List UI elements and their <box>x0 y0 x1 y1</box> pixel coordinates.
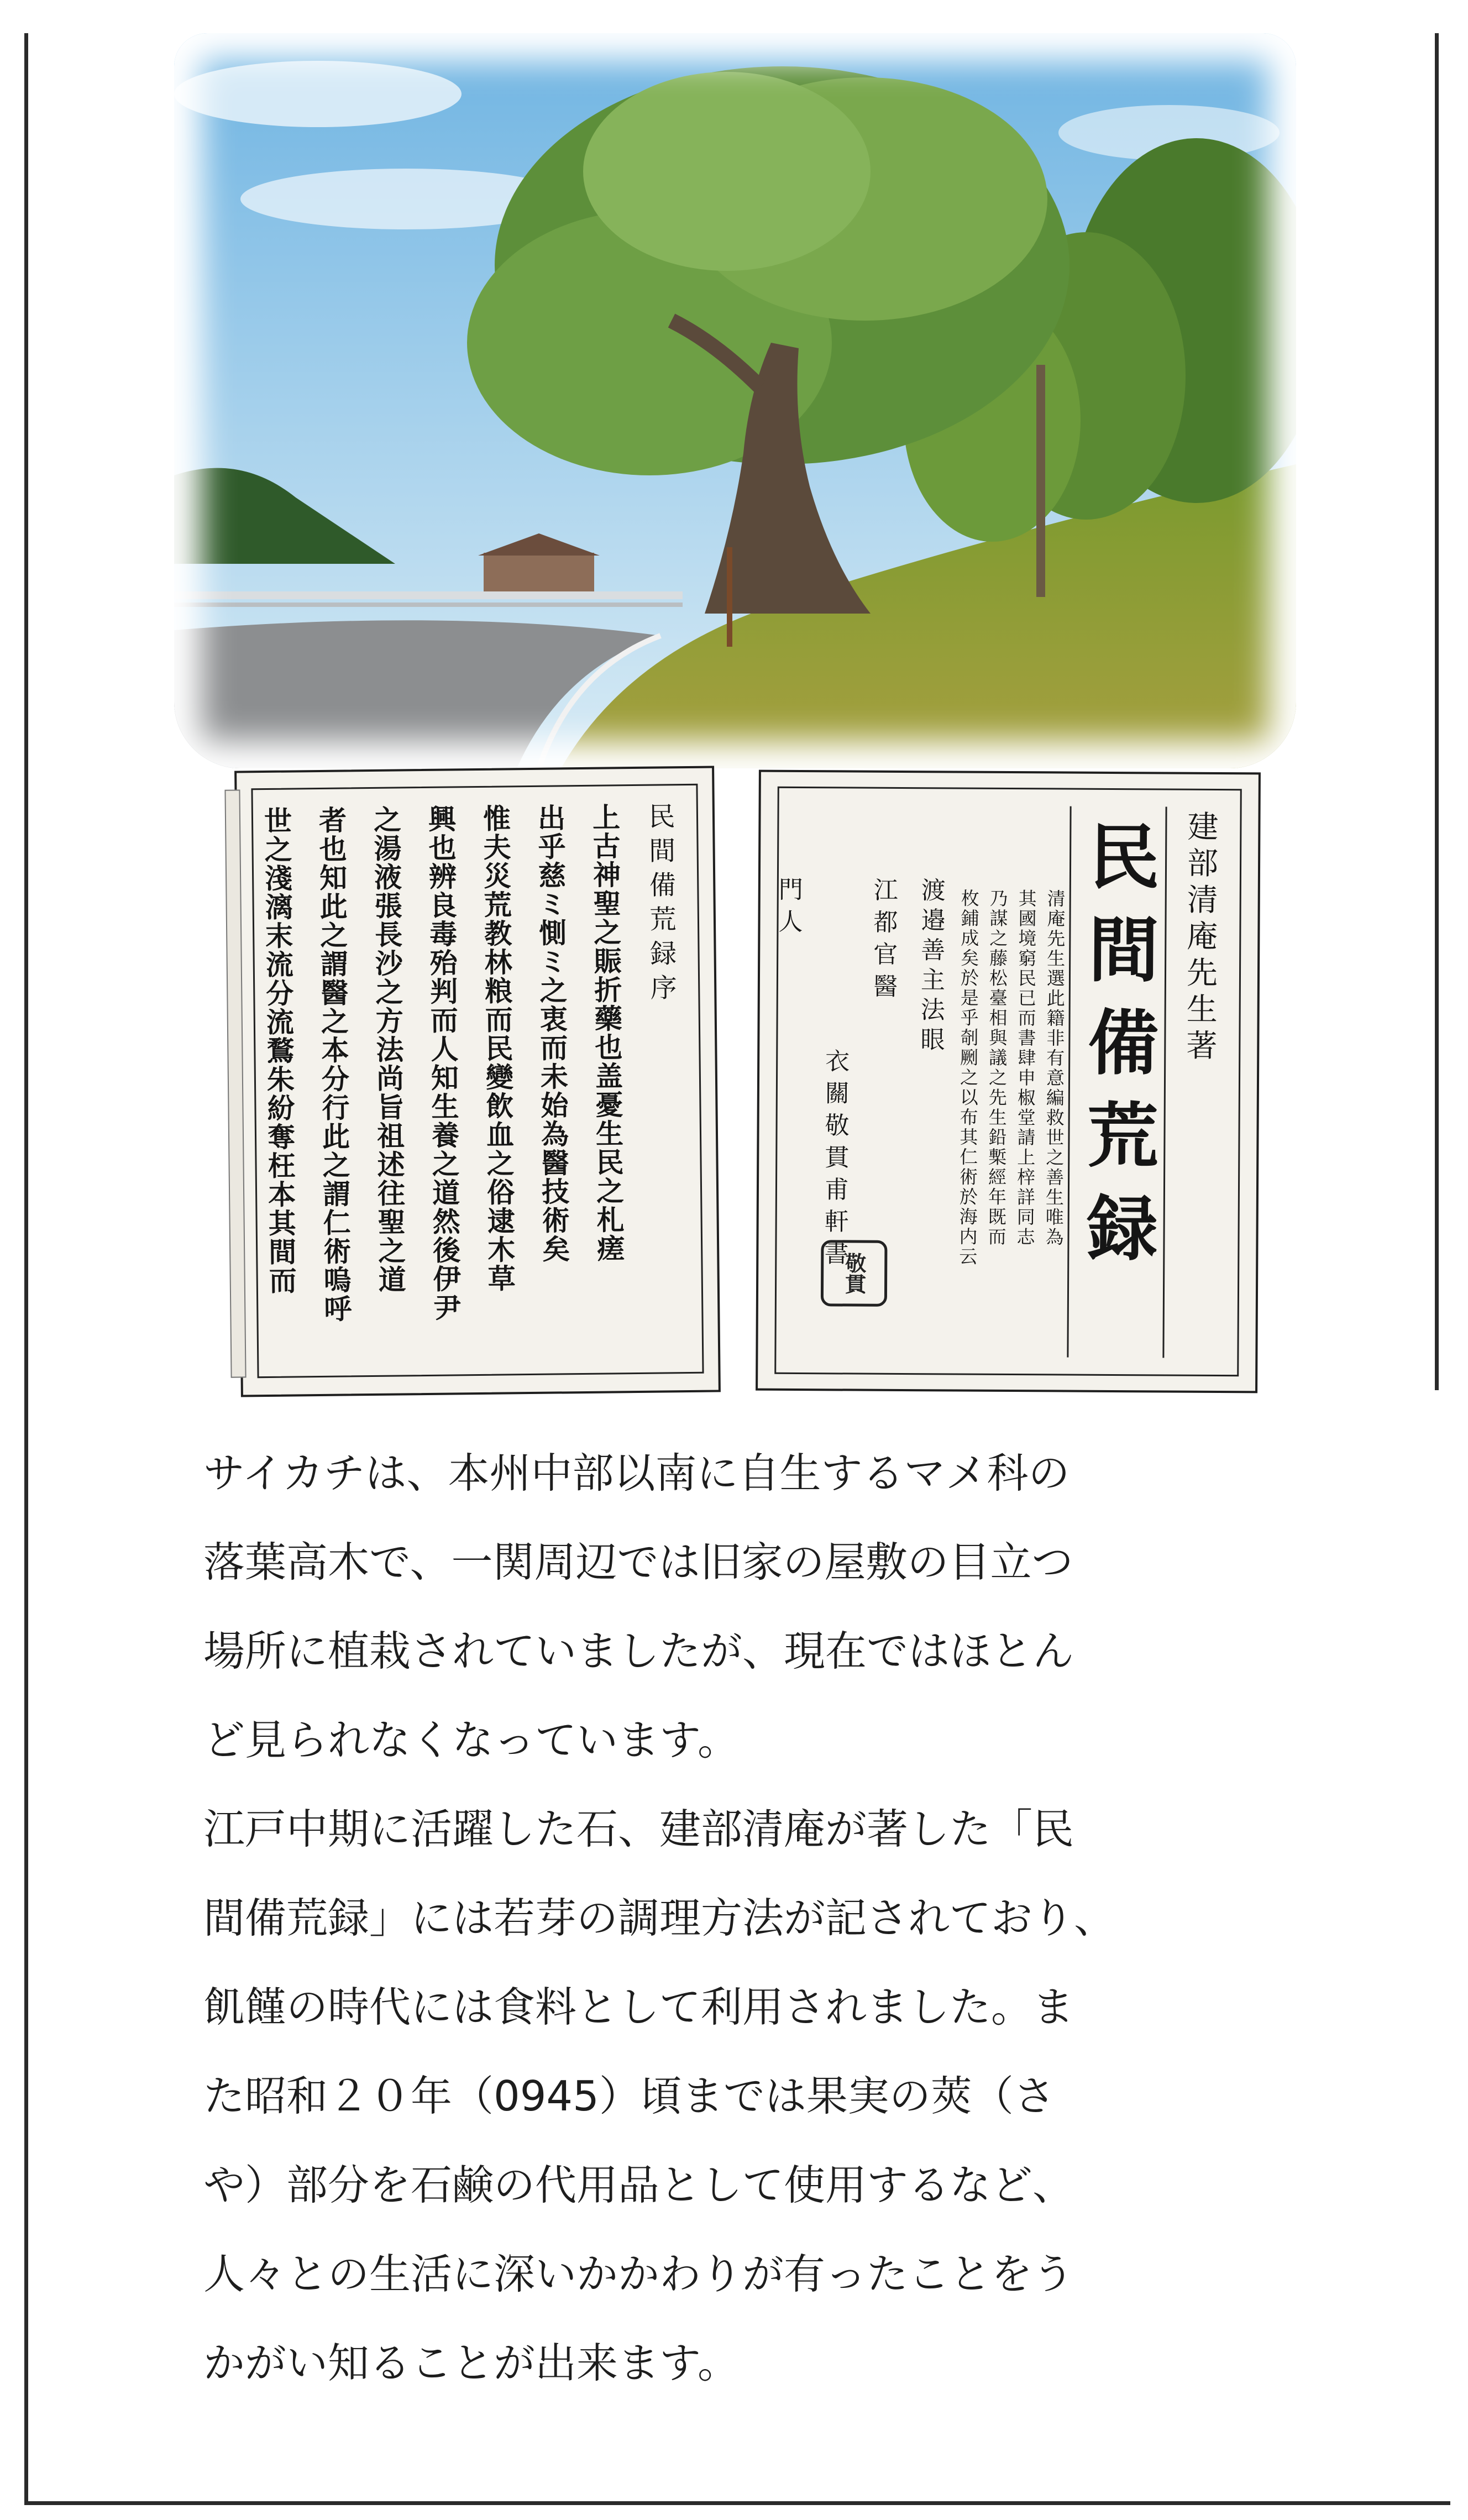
paragraph: サイカチは、本州中部以南に自生するマメ科の 落葉高木で、一関周辺では旧家の屋敷の目立つ 場所に植栽されていましたが、現在ではほとん ど見られなくなっています。 <box>203 1449 1074 1764</box>
frame-left-border <box>24 33 28 2504</box>
preface-column: 興也辨良毒殆判而人知生養之道然後伊尹 <box>423 804 462 1322</box>
preface-column: 之湯液張長沙之方法尚旨祖述往聖之道 <box>369 805 407 1294</box>
frame-bottom-border <box>24 2501 1450 2505</box>
book-author: 建部清庵先生著 <box>1181 810 1219 1066</box>
seal-text: 敬貫 <box>841 1252 867 1295</box>
disciple-names: 衣關敬貫甫軒書 <box>820 1048 850 1273</box>
disciple-label: 門人 <box>774 876 803 941</box>
preface-column: 惟夫災荒教林粮而民變飲血之俗逮木草 <box>478 804 517 1293</box>
title-page-note: 其國境窮民已而書肆申椒堂請上梓詳同志 <box>1014 889 1037 1248</box>
preface-column: 者也知此之謂醫之本分行此之謂仁術嗚呼 <box>314 805 353 1324</box>
description-text <box>203 1429 1298 2408</box>
frame-right-border <box>1435 33 1439 1390</box>
title-page-note: 枚鋪成矣於是乎剞劂之以布其仁術於海内云 <box>956 888 980 1267</box>
title-page <box>756 770 1261 1393</box>
adjacent-page-edge <box>224 789 246 1377</box>
book-title: 民間備荒録 <box>1067 806 1167 1358</box>
preface-column: 出乎慈ミ惻ミ之衷而未始為醫技術矣 <box>533 803 571 1264</box>
publisher-place: 江都官醫 <box>868 877 898 1005</box>
paragraph: 江戸中期に活躍した石、建部清庵が著した「民 間備荒録」には若芽の調理方法が記されており、 飢饉の時代には食料として利用されました。ま た昭和２０年（0945）頃までは果実の莢（さ や）部分を石鹸の代用品として使用するなど、 人々との生活に深いかかわりが有ったことをう かがい知ることが出来ます。 <box>203 1805 1116 2387</box>
seal-stamp <box>821 1240 888 1307</box>
publisher-names: 渡邉善主法眼 <box>916 877 945 1057</box>
preface-manuscript-page <box>234 766 721 1397</box>
title-page-note: 乃謀之藤松臺相與議之先生鉛槧經年既而 <box>985 888 1009 1247</box>
saikachi-tree-photo <box>174 33 1296 768</box>
preface-title: 民間備荒録序 <box>643 802 677 1008</box>
preface-text-columns <box>261 802 692 1360</box>
preface-column: 世之淺漓末流分流鶩朱紛奪枉本其間而 <box>259 806 298 1296</box>
title-page-note: 清庵先生選此籍非有意編救世之善生唯為 <box>1042 889 1066 1248</box>
preface-column: 上古神聖之賑折藥也盖憂生民之札瘥 <box>588 803 626 1263</box>
